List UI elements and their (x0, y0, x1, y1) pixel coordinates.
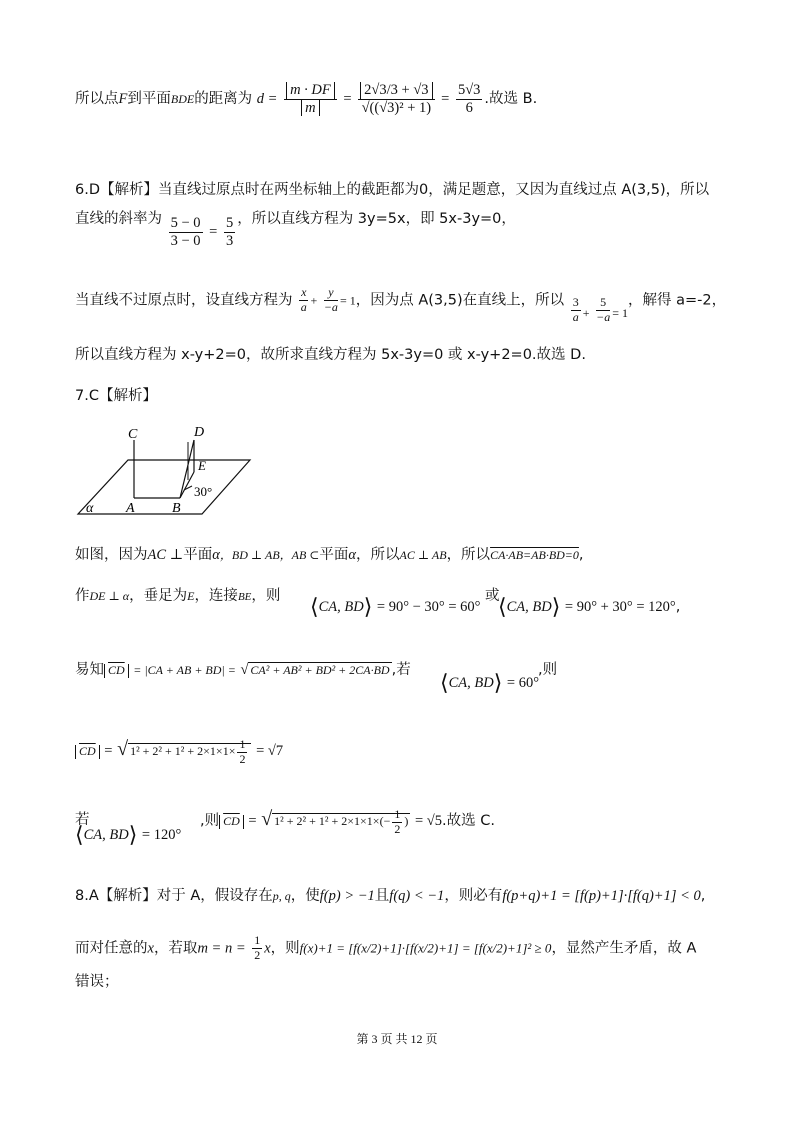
angle-expr-60-b: ⟨CA, BD⟩ = 60° (440, 670, 540, 695)
label-a: A (126, 501, 135, 516)
label-e: E (198, 458, 206, 473)
q6-slope-line: 直线的斜率为 $\frac{5 - 0}{3 - 0}$ = $\frac{5}{3}$ ，所以直线方程为 3y=5x，即 5x-3y=0， (75, 211, 516, 249)
abs-numerator: m · DF (286, 82, 335, 99)
q7-line4: $\overline{CD}$ = √ 1² + 2² + 1² + 2×1×1× $\frac{1}{2}$ = √7 (75, 738, 283, 767)
q8-line1: 8.A【解析】对于 A，假设存在p, q，使f(p) > −1且f(q) < −1，则必有f(p+q)+1 = [f(p)+1]·[f(q)+1] < 0, (75, 888, 706, 904)
label-angle: 30° (194, 484, 213, 499)
geometry-figure (72, 420, 262, 524)
fraction-y-over-neg-a: $\frac{y}{-a}$ (323, 285, 338, 314)
label-d: D (194, 425, 205, 440)
abs-denominator: m (301, 100, 319, 117)
abs-cd: $\overline{CD}$ (104, 664, 129, 678)
angle-expr-60: ⟨CA, BD⟩ = 90° − 30° = 60° (310, 594, 481, 619)
q8-line3: 错误； (75, 974, 119, 990)
text-segment: ，所以直线方程为 3y=5x，即 5x-3y=0， (237, 211, 516, 227)
slope-fraction: $\frac{5 - 0}{3 - 0}$ (170, 215, 201, 249)
label-alpha: α (86, 501, 94, 516)
label-c: C (128, 427, 138, 442)
q7-line2: 作DE ⊥ α，垂足为E，连接BE，则 (75, 588, 281, 604)
angle-expr-120: ⟨CA, BD⟩ = 90° + 30° = 120°, (498, 594, 681, 619)
segment-bd (180, 440, 194, 498)
answer-choice: .故选 B. (484, 91, 538, 108)
math-var-bde: BDE (170, 92, 195, 107)
q7-head: 7.C【解析】 (75, 388, 157, 404)
math-lhs: d = (256, 91, 278, 108)
fraction-substituted (358, 82, 434, 116)
result-denominator: 6 (465, 99, 473, 116)
fraction-5-over-neg-a: $\frac{5}{-a}$ (596, 295, 611, 324)
plane-diagram (72, 420, 262, 520)
or-text: 或 (485, 588, 500, 604)
fraction-dot-over-norm (284, 82, 337, 116)
math-var-f: F (118, 91, 128, 108)
sqrt-expression: √ CA² + AB² + BD² + 2CA·BD (240, 662, 390, 678)
q6-intercept-line: 当直线不过原点时，设直线方程为 $\frac{x}{a}$ + $\frac{y}{-a}$ = 1，因为点 A(3,5)在直线上，所以 $\frac{3}{a}$ $_+$ $\frac{5}{-a}$ $_{= 1}$，解得 a=-2， (75, 285, 727, 324)
page-footer: 第 3 页 共 12 页 (356, 1032, 438, 1046)
distance-line (75, 82, 537, 116)
abs-cd: $\overline{CD}$ (75, 745, 100, 759)
slope-result-fraction: $\frac{5}{3}$ (225, 215, 234, 249)
q7-line5-formula: ,则 $\overline{CD}$ = √ 1² + 2² + 1² + 2×1×1×(− $\frac{1}{2}$ ) = √5.故选 C. (200, 807, 495, 836)
angle-expr-120-b: ⟨CA, BD⟩ = 120° (75, 822, 182, 847)
sqrt-expression: √ 1² + 2² + 1² + 2×1×1× $\frac{1}{2}$ (117, 738, 251, 767)
text-segment: 到平面 (127, 91, 171, 108)
result-numerator: 5√3 (457, 82, 481, 98)
text-segment: 所以点 (75, 91, 119, 108)
q6-conclusion: 所以直线方程为 x-y+2=0，故所求直线方程为 5x-3y=0 或 x-y+2=0.故选 D. (75, 347, 586, 363)
plane-alpha (78, 460, 250, 514)
fraction-x-over-a: $\frac{x}{a}$ (300, 285, 307, 314)
abs-cd: $\overline{CD}$ (219, 815, 244, 829)
q7-line5: 若 (75, 812, 90, 828)
math-eq: = (441, 91, 450, 108)
fraction-result (456, 82, 482, 116)
text-segment: 的距离为 (194, 91, 253, 108)
dot-product-eq: CA·AB=AB·BD=0 (490, 548, 579, 562)
text-segment: 直线的斜率为 (75, 211, 162, 227)
segment-be (180, 472, 194, 498)
fraction-half: $\frac{1}{2}$ (254, 933, 261, 962)
fraction-3-over-a: $\frac{3}{a}$ (572, 295, 579, 324)
q7-line3: 易知 $\overline{CD} = |CA$ + AB + BD| = √ CA² + AB² + BD² + 2CA·BD ,若 (75, 662, 411, 678)
math-eq: = (343, 91, 352, 108)
abs-numerator-value: 2√3/3 + √3 (360, 82, 432, 99)
sqrt-expression: √ 1² + 2² + 1² + 2×1×1×(− $\frac{1}{2}$ ) (261, 807, 409, 836)
label-b: B (172, 501, 181, 516)
denominator-value: √((√3)² + 1) (361, 99, 432, 116)
q7-line1: 如图，因为AC ⊥平面α，BD ⊥ AB，AB ⊂平面α，所以AC ⊥ AB，所以CA·AB=AB·BD=0, (75, 547, 584, 563)
q6-head: 6.D【解析】当直线过原点时在两坐标轴上的截距都为0，满足题意，又因为直线过点 A(3,5)，所以 (75, 182, 710, 198)
then-text: ,则 (538, 662, 558, 678)
q8-line2: 而对任意的x，若取m = n = $\frac{1}{2}$ x，则f(x)+1 = [f(x/2)+1]·[f(x/2)+1] = [f(x/2)+1]² ≥ 0，显然产生矛盾，故 A (75, 933, 697, 962)
